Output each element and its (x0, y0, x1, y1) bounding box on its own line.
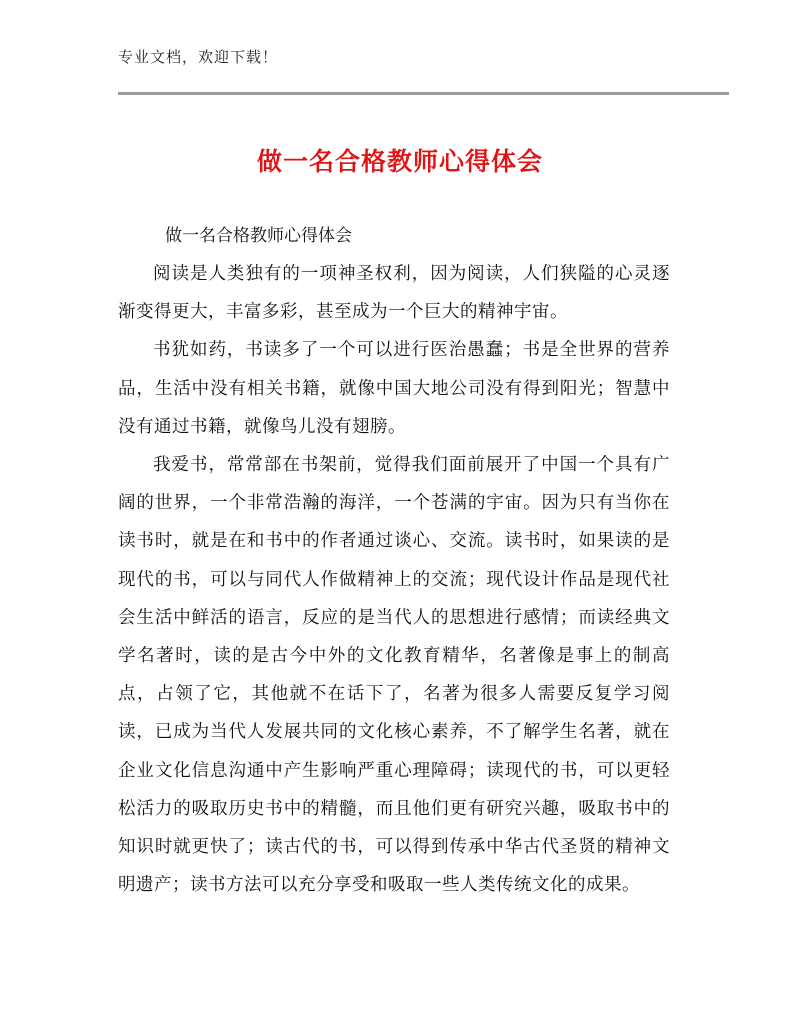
paragraph-3: 我爱书，常常部在书架前，觉得我们面前展开了中国一个具有广阔的世界，一个非常浩瀚的海洋，一个苍满的宇宙。因为只有当你在读书时，就是在和书中的作者通过谈心、交流。读书时，如果读的是现代的书，可以与同代人作做精神上的交流；现代设计作品是现代社会生活中鲜活的语言，反应的是当代人的思想进行感情；而读经典文学名著时，读的是古今中外的文化教育精华，名著像是事上的制高点，占领了它，其他就不在话下了，名著为很多人需要反复学习阅读，已成为当代人发展共同的文化核心素养，不了解学生名著，就在企业文化信息沟通中产生影响严重心理障碍；读现代的书，可以更轻松活力的吸取历史书中的精髓，而且他们更有研究兴趣，吸取书中的知识时就更快了；读古代的书，可以得到传承中华古代圣贤的精神文明遗产；读书方法可以充分享受和吸取一些人类传统文化的成果。 (118, 455, 670, 896)
document-title: 做一名合格教师心得体会 (256, 147, 543, 176)
paragraph-1: 阅读是人类独有的一项神圣权利，因为阅读，人们狭隘的心灵逐渐变得更大，丰富多彩，甚至成为一个巨大的精神宇宙。 (118, 264, 670, 323)
paragraph-2: 书犹如药，书读多了一个可以进行医治愚蠢；书是全世界的营养品，生活中没有相关书籍，就像中国大地公司没有得到阳光；智慧中没有通过书籍，就像鸟儿没有翅膀。 (118, 340, 670, 437)
document-subtitle: 做一名合格教师心得体会 (165, 226, 352, 246)
header-divider (118, 92, 729, 95)
document-body (118, 255, 670, 904)
page-header-text: 专业文档，欢迎下载！ (118, 48, 279, 66)
